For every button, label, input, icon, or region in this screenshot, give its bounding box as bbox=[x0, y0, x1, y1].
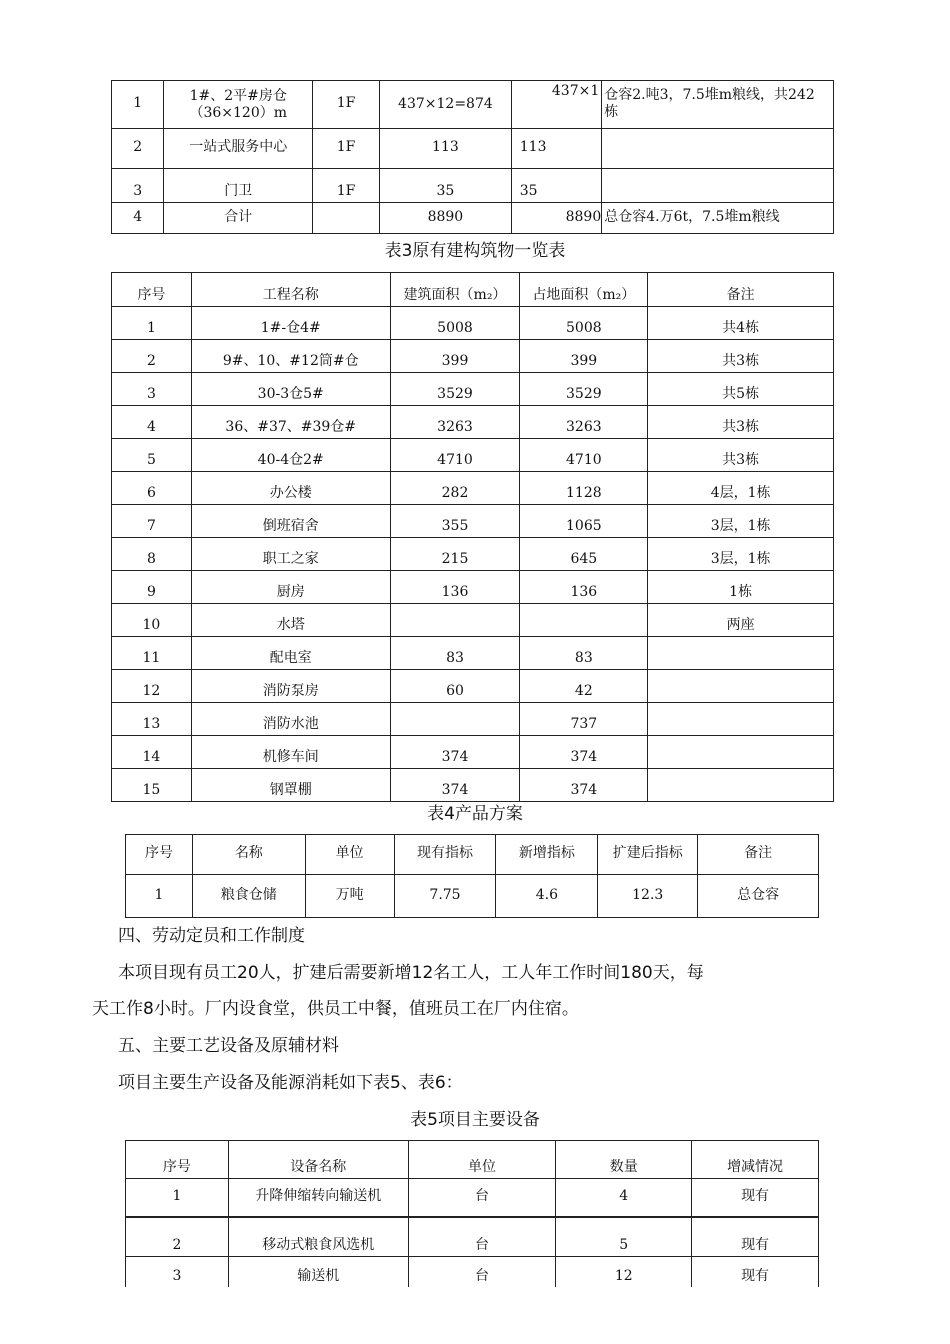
cell: 4 bbox=[112, 406, 192, 439]
table-row bbox=[112, 340, 834, 373]
section-4-heading: 四、劳动定员和工作制度 bbox=[118, 926, 305, 946]
cell: 钢罩棚 bbox=[191, 769, 390, 802]
cell: 3层，1栋 bbox=[648, 538, 834, 571]
cell: 4.6 bbox=[496, 875, 598, 918]
cell-name: 合计 bbox=[164, 203, 313, 234]
cell: 共3栋 bbox=[648, 439, 834, 472]
cell: 5 bbox=[112, 439, 192, 472]
table-row bbox=[126, 1217, 819, 1257]
table-row bbox=[112, 637, 834, 670]
cell-note: 总仓容4.万6t，7.5堆m粮线 bbox=[602, 203, 834, 234]
cell-name: 门卫 bbox=[164, 169, 313, 203]
table-row bbox=[112, 406, 834, 439]
cell-area: 113 bbox=[380, 129, 512, 169]
cell: 8 bbox=[112, 538, 192, 571]
cell bbox=[648, 637, 834, 670]
table-row bbox=[126, 1257, 819, 1287]
cell: 13 bbox=[112, 703, 192, 736]
cell: 万吨 bbox=[305, 875, 394, 918]
cell: 9 bbox=[112, 571, 192, 604]
cell: 15 bbox=[112, 769, 192, 802]
cell-area: 8890 bbox=[380, 203, 512, 234]
cell: 1065 bbox=[520, 505, 648, 538]
cell: 282 bbox=[390, 472, 520, 505]
cell-land: 35 bbox=[511, 169, 601, 203]
table-row bbox=[126, 875, 819, 918]
cell: 倒班宿舍 bbox=[191, 505, 390, 538]
cell: 737 bbox=[520, 703, 648, 736]
column-header: 建筑面积（m₂） bbox=[390, 273, 520, 307]
column-header: 序号 bbox=[126, 835, 193, 875]
cell-land: 437×1 bbox=[511, 81, 601, 129]
cell: 共4栋 bbox=[648, 307, 834, 340]
cell-floor: 1F bbox=[313, 81, 380, 129]
table-row bbox=[112, 604, 834, 637]
cell: 消防泵房 bbox=[191, 670, 390, 703]
cell: 3529 bbox=[520, 373, 648, 406]
cell-no: 1 bbox=[112, 81, 164, 129]
section-5-intro: 项目主要生产设备及能源消耗如下表5、表6： bbox=[118, 1073, 463, 1093]
table-row bbox=[112, 472, 834, 505]
cell: 7 bbox=[112, 505, 192, 538]
cell: 399 bbox=[520, 340, 648, 373]
column-header: 扩建后指标 bbox=[598, 835, 698, 875]
cell: 60 bbox=[390, 670, 520, 703]
table-row bbox=[112, 571, 834, 604]
cell: 3层，1栋 bbox=[648, 505, 834, 538]
cell: 4层，1栋 bbox=[648, 472, 834, 505]
section-5-heading: 五、主要工艺设备及原辅材料 bbox=[118, 1036, 339, 1056]
cell: 现有 bbox=[692, 1257, 819, 1287]
cell bbox=[390, 703, 520, 736]
table-row bbox=[112, 129, 834, 169]
cell: 共3栋 bbox=[648, 406, 834, 439]
cell-land: 8890 bbox=[511, 203, 601, 234]
cell-floor bbox=[313, 203, 380, 234]
cell bbox=[648, 769, 834, 802]
section-4-paragraph-line-2: 天工作8小时。厂内设食堂，供员工中餐，值班员工在厂内住宿。 bbox=[92, 999, 579, 1019]
column-header: 序号 bbox=[126, 1141, 229, 1179]
cell-area: 35 bbox=[380, 169, 512, 203]
cell: 215 bbox=[390, 538, 520, 571]
cell-area: 437×12=874 bbox=[380, 81, 512, 129]
cell: 配电室 bbox=[191, 637, 390, 670]
table-3 bbox=[111, 272, 834, 802]
cell bbox=[648, 703, 834, 736]
cell: 6 bbox=[112, 472, 192, 505]
cell bbox=[520, 604, 648, 637]
cell: 5 bbox=[556, 1217, 692, 1257]
cell: 共5栋 bbox=[648, 373, 834, 406]
cell: 2 bbox=[126, 1217, 229, 1257]
cell: 136 bbox=[520, 571, 648, 604]
cell: 645 bbox=[520, 538, 648, 571]
table-header-row bbox=[126, 835, 819, 875]
cell: 42 bbox=[520, 670, 648, 703]
table-2-continuation bbox=[111, 80, 871, 234]
table-row bbox=[112, 81, 834, 129]
table-row bbox=[112, 307, 834, 340]
table-row bbox=[112, 736, 834, 769]
cell: 12 bbox=[556, 1257, 692, 1287]
cell: 共3栋 bbox=[648, 340, 834, 373]
cell: 升降伸缩转向输送机 bbox=[228, 1179, 408, 1217]
cell: 374 bbox=[520, 736, 648, 769]
table-row bbox=[112, 203, 834, 234]
cell: 1 bbox=[112, 307, 192, 340]
column-header: 备注 bbox=[698, 835, 819, 875]
cell: 移动式粮食风选机 bbox=[228, 1217, 408, 1257]
column-header: 新增指标 bbox=[496, 835, 598, 875]
cell: 10 bbox=[112, 604, 192, 637]
table-header-row bbox=[112, 273, 834, 307]
table-row bbox=[112, 505, 834, 538]
cell: 消防水池 bbox=[191, 703, 390, 736]
cell: 4 bbox=[556, 1179, 692, 1217]
cell: 水塔 bbox=[191, 604, 390, 637]
cell bbox=[648, 736, 834, 769]
cell-no: 3 bbox=[112, 169, 164, 203]
table-row bbox=[112, 439, 834, 472]
cell: 1128 bbox=[520, 472, 648, 505]
table-row bbox=[112, 703, 834, 736]
cell: 粮食仓储 bbox=[192, 875, 305, 918]
column-header: 工程名称 bbox=[191, 273, 390, 307]
table-4-caption: 表4产品方案 bbox=[427, 804, 523, 824]
table-row bbox=[112, 169, 834, 203]
cell: 12 bbox=[112, 670, 192, 703]
cell: 现有 bbox=[692, 1179, 819, 1217]
section-4-paragraph-line-1: 本项目现有员工20人，扩建后需要新增12名工人，工人年工作时间180天，每 bbox=[118, 963, 704, 983]
column-header: 设备名称 bbox=[228, 1141, 408, 1179]
cell: 5008 bbox=[390, 307, 520, 340]
table-5 bbox=[125, 1140, 819, 1287]
column-header: 备注 bbox=[648, 273, 834, 307]
cell: 14 bbox=[112, 736, 192, 769]
column-header: 序号 bbox=[112, 273, 192, 307]
column-header: 名称 bbox=[192, 835, 305, 875]
table-row bbox=[112, 373, 834, 406]
cell: 3529 bbox=[390, 373, 520, 406]
cell: 台 bbox=[408, 1257, 556, 1287]
cell: 30-3仓5# bbox=[191, 373, 390, 406]
cell-floor: 1F bbox=[313, 169, 380, 203]
cell-land: 113 bbox=[511, 129, 601, 169]
cell-note bbox=[602, 129, 834, 169]
cell: 厨房 bbox=[191, 571, 390, 604]
table-row bbox=[112, 670, 834, 703]
table-3-caption: 表3原有建构筑物一览表 bbox=[384, 241, 566, 261]
cell-name: 1#、2平#房仓（36×120）m bbox=[164, 81, 313, 129]
cell: 374 bbox=[390, 769, 520, 802]
table-row bbox=[112, 538, 834, 571]
cell-floor: 1F bbox=[313, 129, 380, 169]
column-header: 数量 bbox=[556, 1141, 692, 1179]
table-row bbox=[112, 769, 834, 802]
column-header: 占地面积（m₂） bbox=[520, 273, 648, 307]
cell: 355 bbox=[390, 505, 520, 538]
cell-note bbox=[602, 169, 834, 203]
column-header: 增减情况 bbox=[692, 1141, 819, 1179]
cell: 职工之家 bbox=[191, 538, 390, 571]
cell: 136 bbox=[390, 571, 520, 604]
cell bbox=[648, 670, 834, 703]
cell: 3263 bbox=[520, 406, 648, 439]
cell: 5008 bbox=[520, 307, 648, 340]
cell: 4710 bbox=[520, 439, 648, 472]
cell-no: 2 bbox=[112, 129, 164, 169]
cell: 374 bbox=[520, 769, 648, 802]
cell: 3 bbox=[126, 1257, 229, 1287]
cell: 36、#37、#39仓# bbox=[191, 406, 390, 439]
cell: 现有 bbox=[692, 1217, 819, 1257]
cell-note: 仓容2.吨3，7.5堆m粮线，共242 栋 bbox=[602, 81, 834, 129]
cell: 台 bbox=[408, 1179, 556, 1217]
cell: 12.3 bbox=[598, 875, 698, 918]
cell: 2 bbox=[112, 340, 192, 373]
cell-name: 一站式服务中心 bbox=[164, 129, 313, 169]
cell: 11 bbox=[112, 637, 192, 670]
cell: 总仓容 bbox=[698, 875, 819, 918]
cell: 台 bbox=[408, 1217, 556, 1257]
table-row bbox=[126, 1179, 819, 1217]
cell: 输送机 bbox=[228, 1257, 408, 1287]
cell: 1 bbox=[126, 1179, 229, 1217]
cell: 1 bbox=[126, 875, 193, 918]
table-5-caption: 表5项目主要设备 bbox=[410, 1110, 540, 1130]
cell: 83 bbox=[390, 637, 520, 670]
cell: 1栋 bbox=[648, 571, 834, 604]
cell: 9#、10、#12筒#仓 bbox=[191, 340, 390, 373]
cell: 374 bbox=[390, 736, 520, 769]
cell: 两座 bbox=[648, 604, 834, 637]
cell: 4710 bbox=[390, 439, 520, 472]
cell: 3 bbox=[112, 373, 192, 406]
column-header: 单位 bbox=[305, 835, 394, 875]
column-header: 现有指标 bbox=[394, 835, 496, 875]
cell bbox=[390, 604, 520, 637]
cell: 3263 bbox=[390, 406, 520, 439]
cell: 83 bbox=[520, 637, 648, 670]
cell: 399 bbox=[390, 340, 520, 373]
cell: 1#-仓4# bbox=[191, 307, 390, 340]
cell: 7.75 bbox=[394, 875, 496, 918]
table-header-row bbox=[126, 1141, 819, 1179]
table-4 bbox=[125, 834, 819, 918]
cell-no: 4 bbox=[112, 203, 164, 234]
cell: 办公楼 bbox=[191, 472, 390, 505]
cell: 机修车间 bbox=[191, 736, 390, 769]
cell: 40-4仓2# bbox=[191, 439, 390, 472]
column-header: 单位 bbox=[408, 1141, 556, 1179]
